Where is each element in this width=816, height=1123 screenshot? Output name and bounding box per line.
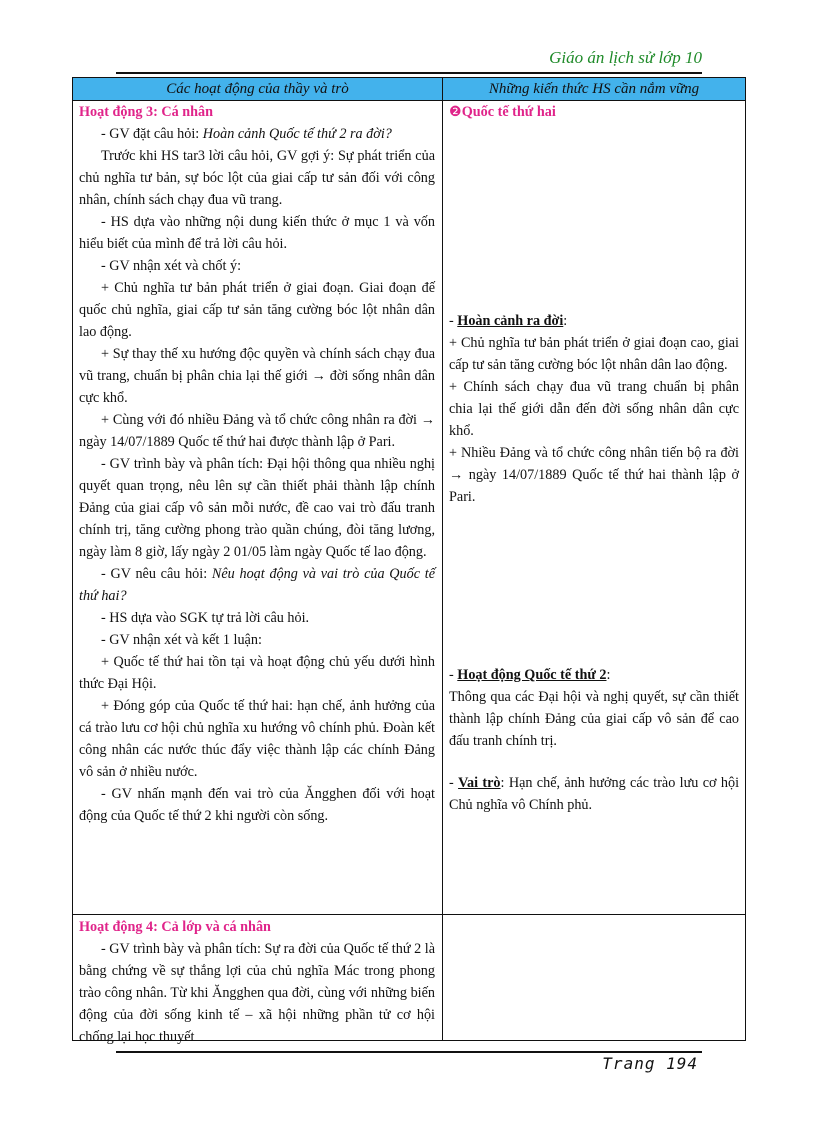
page-header-title: Giáo án lịch sử lớp 10 [549, 48, 702, 67]
section-bullet-icon: ❷ [449, 104, 462, 120]
left-paragraph: Trước khi HS tar3 lời câu hỏi, GV gợi ý: Sự phát triển của chủ nghĩa tư bản, sự bóc lột của giai cấp tư sản đối với công nhân, chính sách chạy đua vũ trang. [79, 148, 435, 208]
section-heading: ❷Quốc tế thứ hai [449, 104, 556, 120]
right-cell-role [449, 772, 739, 816]
left-paragraph: + Quốc tế thứ hai tồn tại và hoạt động chủ yếu dưới hình thức Đại Hội. [79, 654, 435, 692]
table-header-row [73, 78, 745, 101]
left-paragraph: + Đóng góp của Quốc tế thứ hai: hạn chế, ảnh hưởng của cá trào lưu cơ hội chủ nghĩa xu hướng vô chính phủ. Đoàn kết công nhân các nước thúc đẩy việc thành lập các chính Đảng vô sản ở nhiều nước. [79, 698, 435, 780]
right-paragraph: Thông qua các Đại hội và nghị quyết, sự cần thiết thành lập chính Đảng của giai cấp vô sản để cao đấu tranh chính trị. [449, 689, 739, 749]
left-paragraph: - GV nhận xét và chốt ý: [101, 258, 242, 274]
subheading-context: - Hoàn cảnh ra đời: [449, 313, 568, 329]
right-paragraph: + Chính sách chạy đua vũ trang chuẩn bị phân chia lại thế giới dẫn đến đời sống nhân dân cực khổ. [449, 379, 739, 439]
left-paragraph: - GV trình bày và phân tích: Sự ra đời của Quốc tế thứ 2 là bằng chứng về sự thắng lợi của chủ nghĩa Mác trong phong trào công nhân. Từ khi Ăngghen qua đời, cùng với những biến động của đời sống kinh tế – xã hội những phần tử cơ hội chống lại học thuyết [79, 941, 435, 1045]
right-cell-activities [449, 664, 739, 752]
subheading-role: - Vai trò: Hạn chế, ảnh hưởng các trào lưu cơ hội Chủ nghĩa vô Chính phủ. [449, 775, 740, 813]
left-paragraph: - HS dựa vào những nội dung kiến thức ở mục 1 và vốn hiểu biết của mình để trả lời câu hỏi. [79, 214, 435, 252]
col-right-header: Những kiến thức HS cần nắm vững [488, 81, 700, 97]
row-divider [73, 914, 745, 915]
left-paragraph: - GV nhận xét và kết 1 luận: [101, 632, 262, 648]
header-rule [116, 72, 702, 74]
left-paragraph: + Chủ nghĩa tư bản phát triển ở giai đoạn. Giai đoạn đế quốc chủ nghĩa, giai cấp tư sản tăng cường bóc lột nhân dân lao động. [79, 280, 435, 340]
right-cell-section-title [449, 101, 739, 123]
col-left-header: Các hoạt động của thầy và trò [166, 81, 349, 97]
footer-rule [116, 1051, 702, 1053]
activity-4-title: Hoạt động 4: Cả lớp và cá nhân [79, 919, 271, 935]
left-paragraph: - HS dựa vào SGK tự trả lời câu hỏi. [101, 610, 310, 626]
lesson-table [72, 77, 746, 1045]
subheading-activities: - Hoạt động Quốc tế thứ 2: [449, 667, 611, 683]
left-cell-activity-3 [79, 101, 435, 827]
page-number: Trang 194 [602, 1054, 698, 1073]
right-paragraph: + Nhiều Đảng và tổ chức công nhân tiến bộ ra đời → ngày 14/07/1889 Quốc tế thứ hai thành lập ở Pari. [449, 445, 739, 505]
left-paragraph: - GV đặt câu hỏi: Hoàn cảnh Quốc tế thứ 2 ra đời? [101, 126, 392, 142]
left-paragraph: + Sự thay thế xu hướng độc quyền và chính sách chạy đua vũ trang, chuẩn bị phân chia lại thế giới → đời sống nhân dân cực khổ. [79, 346, 435, 406]
activity-3-title: Hoạt động 3: Cá nhân [79, 104, 214, 120]
left-paragraph: - GV nêu câu hỏi: Nêu hoạt động và vai trò của Quốc tế thứ hai? [79, 566, 436, 604]
left-paragraph: + Cùng với đó nhiều Đảng và tổ chức công nhân ra đời → ngày 14/07/1889 Quốc tế thứ hai được thành lập ở Pari. [79, 412, 435, 450]
left-cell-activity-4 [79, 916, 435, 1048]
column-divider [442, 78, 443, 1040]
right-cell-context [449, 310, 739, 508]
left-paragraph: - GV trình bày và phân tích: Đại hội thông qua nhiều nghị quyết quan trọng, nêu lên sự cần thiết phải thành lập chính Đảng của giai cấp vô sản mỗi nước, đề cao vai trò đấu tranh chính trị, tăng cường phong trào quần chúng, đòi tăng lương, ngày làm 8 giờ, lấy ngày 2 01/05 làm ngày Quốc tế lao động. [79, 456, 435, 560]
right-paragraph: + Chủ nghĩa tư bản phát triển ở giai đoạn cao, giai cấp tư sản tăng cường bóc lột nhân dân lao động. [449, 335, 739, 373]
left-paragraph: - GV nhấn mạnh đến vai trò của Ăngghen đối với hoạt động của Quốc tế thứ 2 khi người còn sống. [79, 786, 435, 824]
